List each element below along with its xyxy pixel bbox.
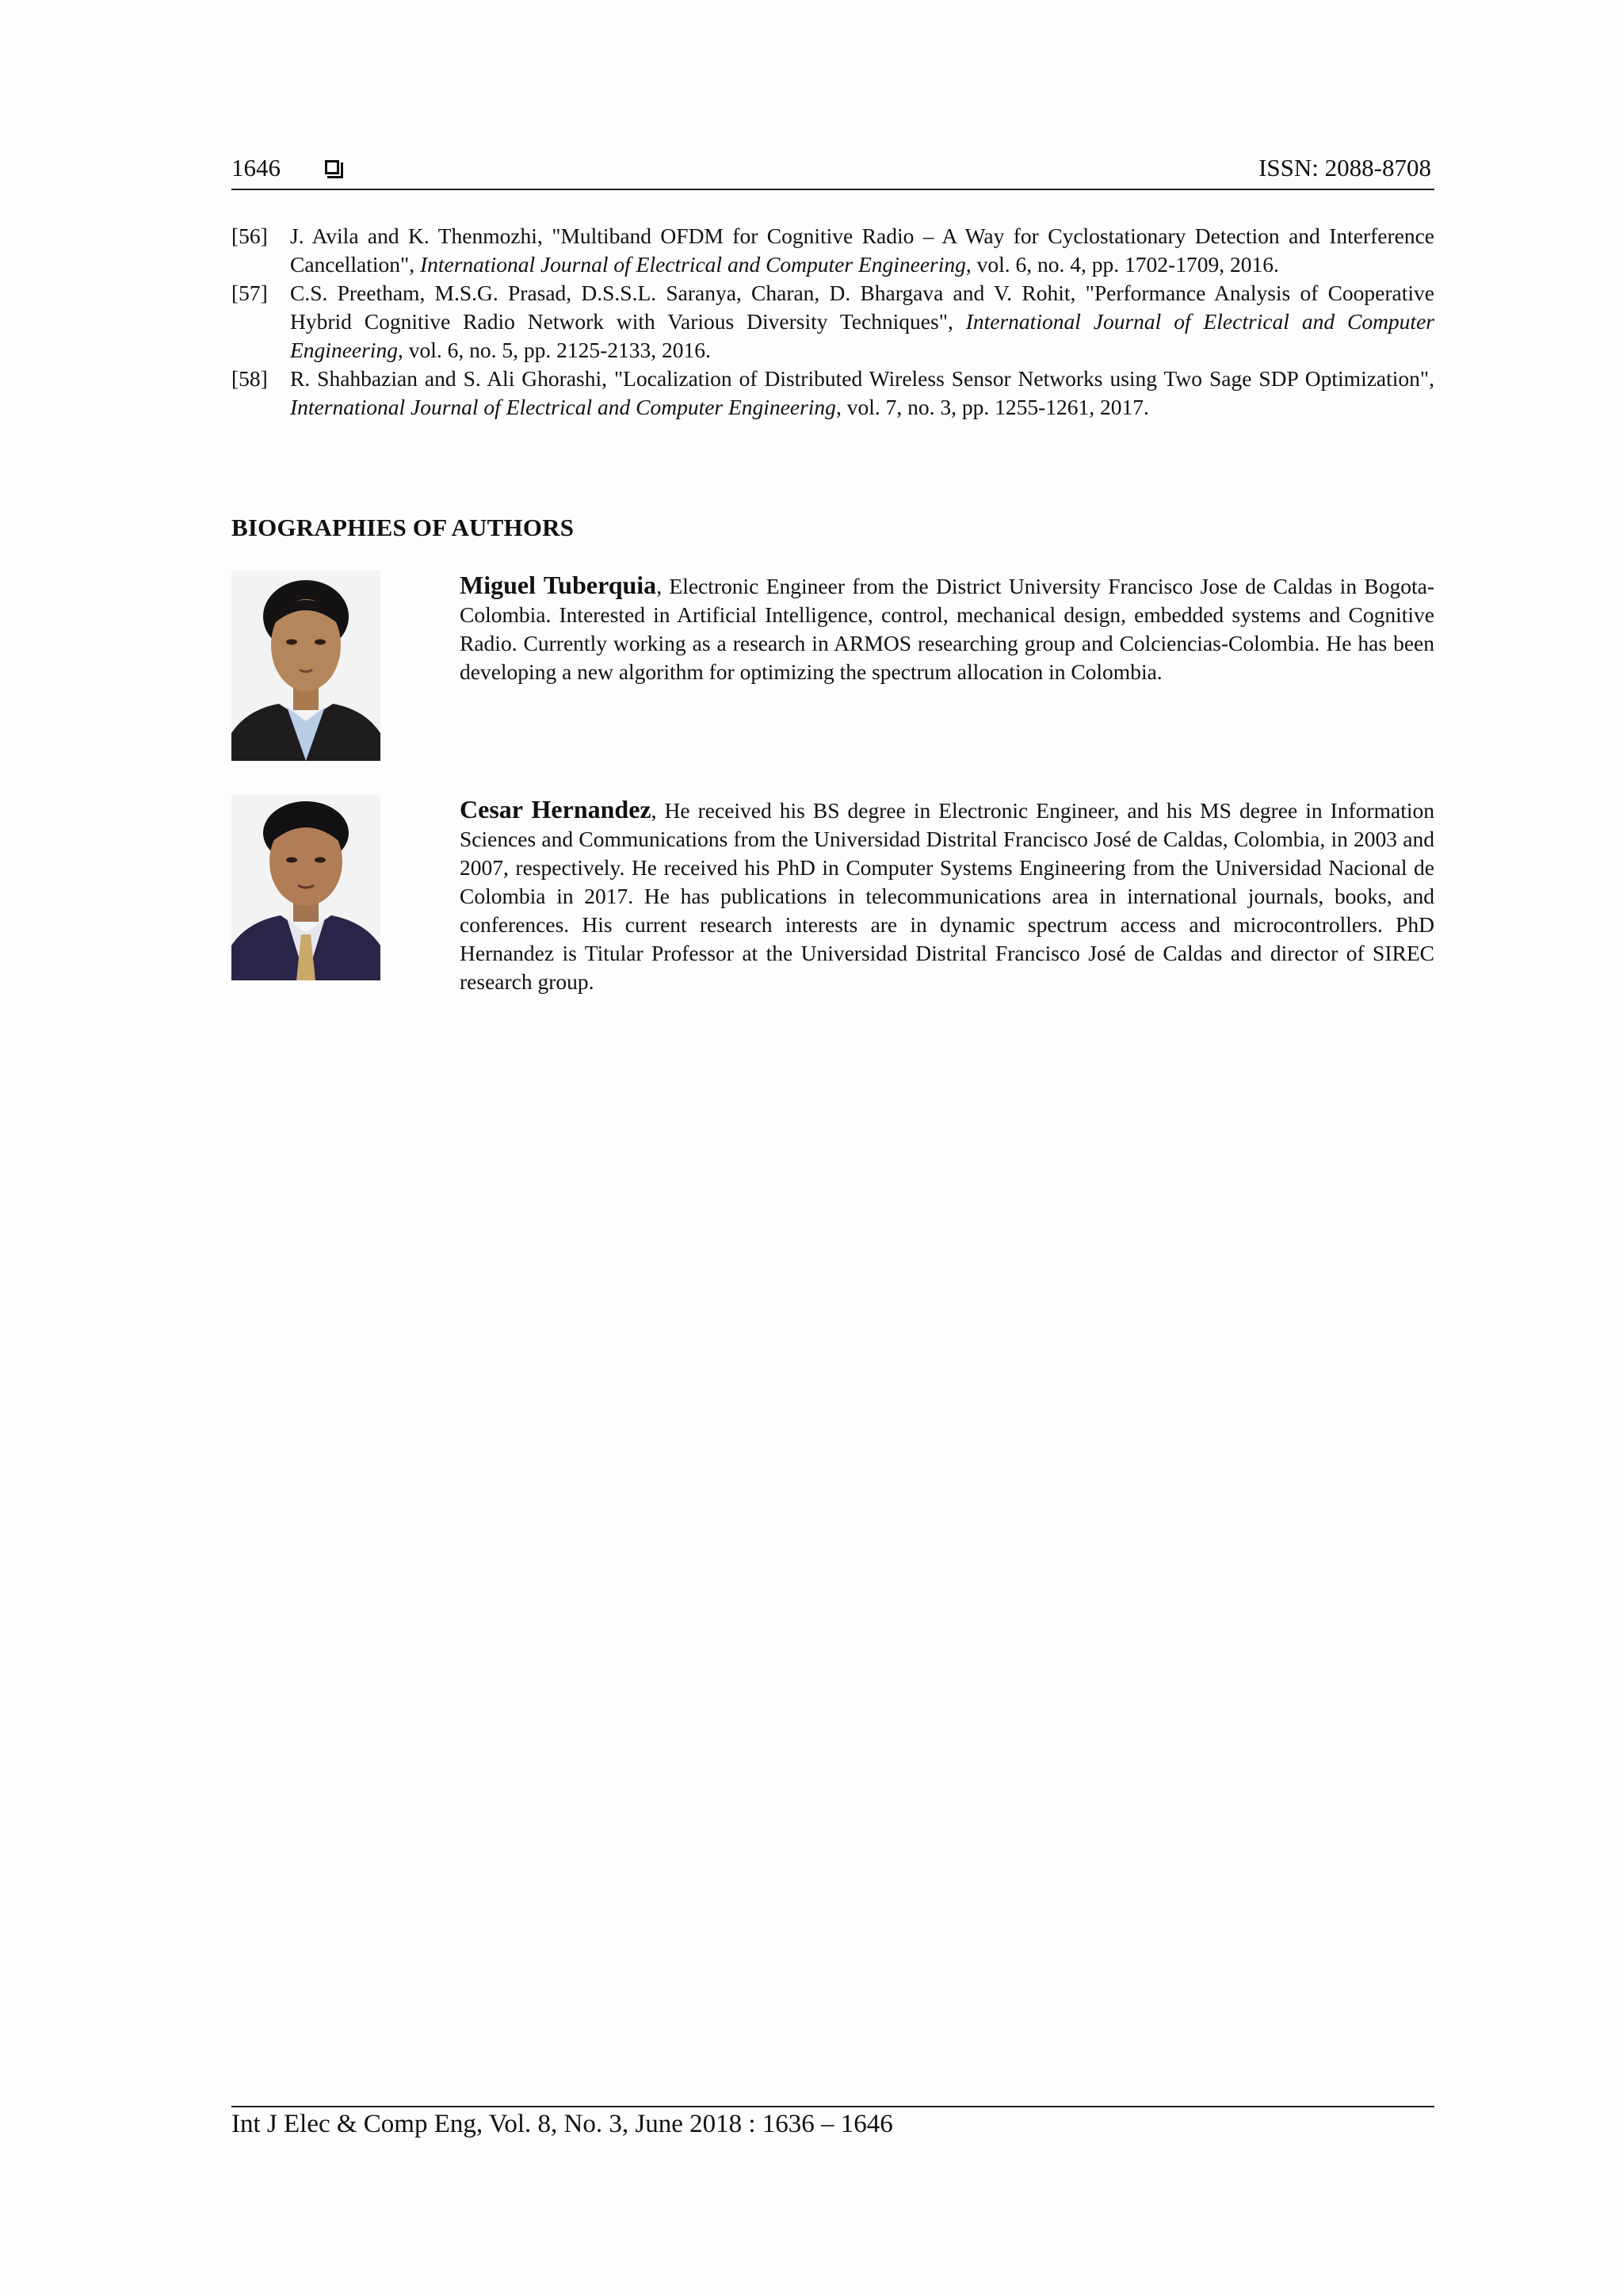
reference-details: , vol. 7, no. 3, pp. 1255-1261, 2017. [835, 395, 1149, 419]
author-photo [231, 571, 380, 761]
reference-authors-title: J. Avila and K. Thenmozhi, "Multiband OFDM for Cognitive Radio – A Way for Cyclostationary Detection and Interference Cancellation", [290, 223, 1434, 277]
shadow-box-icon [325, 160, 339, 174]
header-divider [231, 189, 1434, 190]
reference-journal: International Journal of Electrical and Computer Engineering [419, 252, 966, 277]
footer-divider [231, 2106, 1434, 2107]
reference-item [231, 365, 1434, 422]
reference-number: [58] [231, 366, 268, 391]
reference-authors-title: C.S. Preetham, M.S.G. Prasad, D.S.S.L. Saranya, Charan, D. Bhargava and V. Rohit, "Performance Analysis of Cooperative Hybrid Cognitive Radio Network with Various Diversity Techniques", [290, 281, 1434, 334]
reference-item [231, 279, 1434, 365]
reference-journal: International Journal of Electrical and Computer Engineering [290, 395, 836, 419]
reference-item [231, 222, 1434, 279]
author-bio-text [460, 571, 1434, 686]
reference-details: , vol. 6, no. 5, pp. 2125-2133, 2016. [397, 338, 711, 362]
reference-number: [57] [231, 281, 268, 305]
journal-citation: Int J Elec & Comp Eng, Vol. 8, No. 3, June 2018 : 1636 – 1646 [231, 2110, 893, 2138]
page-number: 1646 [231, 154, 281, 181]
author-name: Miguel Tuberquia [460, 571, 657, 599]
reference-authors-title: R. Shahbazian and S. Ali Ghorashi, "Localization of Distributed Wireless Sensor Networks using Two Sage SDP Optimization", [290, 366, 1434, 391]
author-name: Cesar Hernandez [460, 795, 651, 823]
issn-label: ISSN: 2088-8708 [1258, 154, 1431, 181]
section-title: BIOGRAPHIES OF AUTHORS [231, 514, 575, 541]
reference-number: [56] [231, 223, 268, 248]
page-header [231, 151, 1434, 190]
author-bio-text [460, 795, 1434, 996]
reference-list [231, 222, 1434, 422]
reference-journal: International Journal of Electrical and Computer Engineering [290, 309, 1434, 362]
reference-details: , vol. 6, no. 4, pp. 1702-1709, 2016. [965, 252, 1279, 277]
author-description: , He received his BS degree in Electronic Engineer, and his MS degree in Information Sciences and Communications from the Universidad Distrital Francisco José de Caldas, Colombia, in 2003 and 2007, respectively. He received his PhD in Computer Systems Engineering from the Universidad Nacional de Colombia in 2017. He has publications in telecommunications area in international journals, books, and conferences. His current research interests are in dynamic spectrum access and microcontrollers. PhD Hernandez is Titular Professor at the Universidad Distrital Francisco José de Caldas and director of SIREC research group. [460, 798, 1435, 994]
author-photo [231, 795, 380, 980]
author-description: , Electronic Engineer from the District University Francisco Jose de Caldas in Bogota-Colombia. Interested in Artificial Intelligence, control, mechanical design, embedded systems and Cognitive Radio. Currently working as a research in ARMOS researching group and Colciencias-Colombia. He has been developing a new algorithm for optimizing the spectrum allocation in Colombia. [460, 574, 1435, 684]
